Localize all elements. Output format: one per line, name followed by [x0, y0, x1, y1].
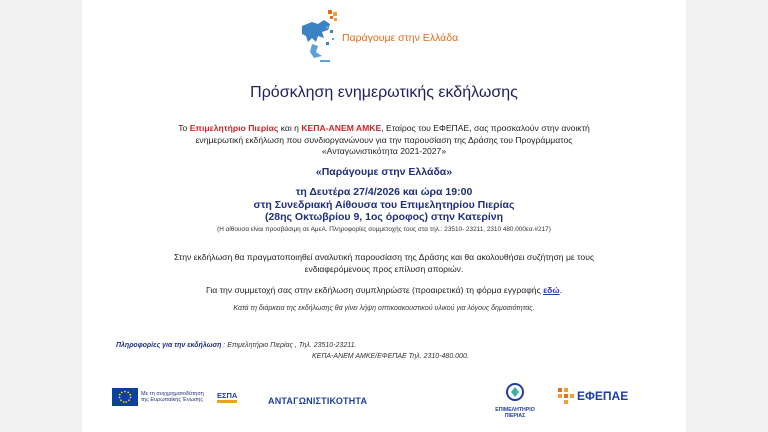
media-notice: Κατά τη διάρκεια της εκδήλωσης θα γίνει λήψη οπτικοακουστικού υλικού για λόγους δημοσιότητας.	[233, 305, 535, 312]
eu-logo	[112, 388, 237, 406]
intro-prefix: Το	[178, 123, 190, 133]
event-details	[82, 186, 686, 224]
eu-text: Με τη συγχρηματοδότηση της Ευρωπαϊκής Ένωσης	[141, 390, 204, 403]
intro-and: και η	[278, 123, 302, 133]
registration-paragraph	[122, 285, 646, 295]
page-title: Πρόσκληση ενημερωτικής εκδήλωσης	[250, 84, 518, 101]
event-date: τη Δευτέρα 27/4/2026 και ώρα 19:00	[295, 186, 473, 198]
efepae-logo	[558, 388, 628, 404]
chamber-name: Επιμελητήριο Πιερίας	[189, 123, 279, 133]
action-title: «Παράγουμε στην Ελλάδα»	[315, 166, 453, 178]
chamber-logo-line2: ΠΙΕΡΙΑΣ	[504, 413, 526, 419]
chamber-logo-line1: ΕΠΙΜΕΛΗΤΗΡΙΟ	[495, 407, 535, 413]
registration-end: .	[559, 285, 563, 295]
presentation-paragraph	[122, 252, 646, 275]
registration-link[interactable]: εδώ	[543, 285, 560, 295]
chamber-logo-icon	[505, 382, 525, 402]
efepae-logo-icon	[558, 388, 574, 404]
registration-text: Για την συμμετοχή σας στην εκδήλωση συμπληρώστε (προαιρετικά) τη φόρμα εγγραφής	[205, 285, 544, 295]
footer-logos	[82, 378, 686, 422]
intro-rest: , Εταίρος του ΕΦΕΠΑΕ, σας προσκαλούν στην ανοικτή	[381, 123, 590, 133]
kepa-name: ΚΕΠΑ-ΑΝΕΜ ΑΜΚΕ	[301, 123, 382, 133]
intro-line3: «Ανταγωνιστικότητα 2021-2027»	[321, 146, 447, 156]
brand-name: Παράγουμε στην Ελλάδα	[342, 32, 459, 44]
para1-line1: Στην εκδήλωση θα πραγματοποιηθεί αναλυτική παρουσίαση της Δράσης και θα ακολουθήσει συζήτηση με τους	[173, 252, 595, 262]
event-address: (28ης Οκτωβρίου 9, 1ος όροφος) στην Κατερίνη	[264, 211, 504, 223]
info-label: Πληροφορίες για την εκδήλωση	[116, 342, 222, 349]
espa-logo: ΕΣΠΑ	[217, 391, 237, 403]
accessibility-note: (Η αίθουσα είναι προσβάσιμη σε ΑμεΑ. Πληροφορίες συμμετοχής τους στα τηλ.: 23510- 23211, 2310 480.000εσ.#217)	[217, 226, 551, 233]
contact-info	[116, 340, 469, 362]
eu-flag-icon	[112, 388, 138, 406]
event-venue: στη Συνεδριακή Αίθουσα του Επιμελητηρίου Πιερίας	[253, 198, 515, 211]
intro-paragraph	[122, 123, 646, 158]
header-logo	[294, 8, 484, 64]
chamber-logo	[490, 382, 540, 419]
info-line2: ΚΕΠΑ-ΑΝΕΜ ΑΜΚΕ/ΕΦΕΠΑΕ Τηλ. 2310-480.000.	[312, 353, 469, 360]
para1-line2: ενδιαφερόμενους προς επίλυση αποριών.	[304, 263, 464, 274]
efepae-name: ΕΦΕΠΑΕ	[577, 389, 629, 403]
program-logo: ΑΝΤΑΓΩΝΙΣΤΙΚΟΤΗΤΑ	[268, 396, 368, 406]
intro-line2: ενημερωτική εκδήλωση που συνδιοργανώνουν για την παρουσίαση της Δράσης του Προγράμματος	[195, 134, 573, 145]
invitation-page	[82, 0, 686, 432]
info-line1: : Επιμελητήριο Πιερίας , Τηλ. 23510-23211.	[221, 342, 357, 349]
